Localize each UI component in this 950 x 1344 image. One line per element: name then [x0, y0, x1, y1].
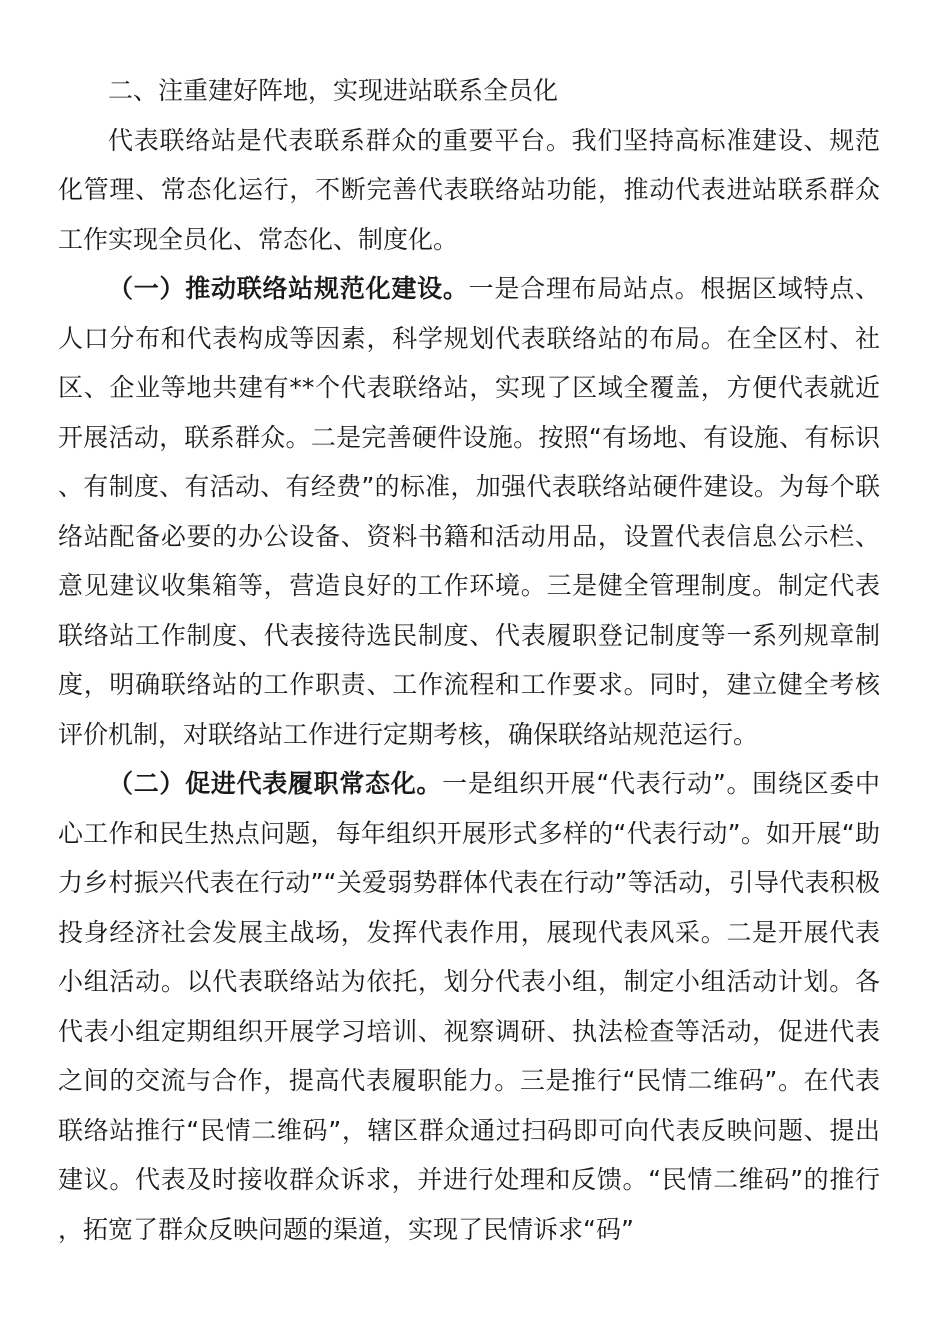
document-body	[58, 66, 880, 1254]
section-heading: 二、注重建好阵地，实现进站联系全员化	[108, 76, 559, 105]
subsection-2-body: 一是组织开展“代表行动”。围绕区委中心工作和民生热点问题，每年组织开展形式多样的“代表行动”。如开展“助力乡村振兴代表在行动”“关爱弱势群体代表在行动”等活动，引导代表积极投身经济社会发展主战场，发挥代表作用，展现代表风采。二是开展代表小组活动。以代表联络站为依托，划分代表小组，制定小组活动计划。各代表小组定期组织开展学习培训、视察调研、执法检查等活动，促进代表之间的交流与合作，提高代表履职能力。三是推行“民情二维码”。在代表联络站推行“民情二维码”，辖区群众通过扫码即可向代表反映问题、提出建议。代表及时接收群众诉求，并进行处理和反馈。“民情二维码”的推行，拓宽了群众反映问题的渠道，实现了民情诉求“码”	[58, 769, 880, 1244]
subsection-1-paragraph	[58, 264, 880, 759]
subsection-1-heading: （一）推动联络站规范化建设。	[108, 274, 469, 303]
subsection-2-paragraph	[58, 759, 880, 1254]
subsection-2-heading: （二）促进代表履职常态化。	[108, 769, 443, 798]
subsection-1-body: 一是合理布局站点。根据区域特点、人口分布和代表构成等因素，科学规划代表联络站的布局。在全区村、社区、企业等地共建有**个代表联络站，实现了区域全覆盖，方便代表就近开展活动，联系群众。二是完善硬件设施。按照“有场地、有设施、有标识、有制度、有活动、有经费”的标准，加强代表联络站硬件建设。为每个联络站配备必要的办公设备、资料书籍和活动用品，设置代表信息公示栏、意见建议收集箱等，营造良好的工作环境。三是健全管理制度。制定代表联络站工作制度、代表接待选民制度、代表履职登记制度等一系列规章制度，明确联络站的工作职责、工作流程和工作要求。同时，建立健全考核评价机制，对联络站工作进行定期考核，确保联络站规范运行。	[58, 274, 880, 749]
intro-paragraph: 代表联络站是代表联系群众的重要平台。我们坚持高标准建设、规范化管理、常态化运行，不断完善代表联络站功能，推动代表进站联系群众工作实现全员化、常态化、制度化。	[58, 125, 880, 254]
